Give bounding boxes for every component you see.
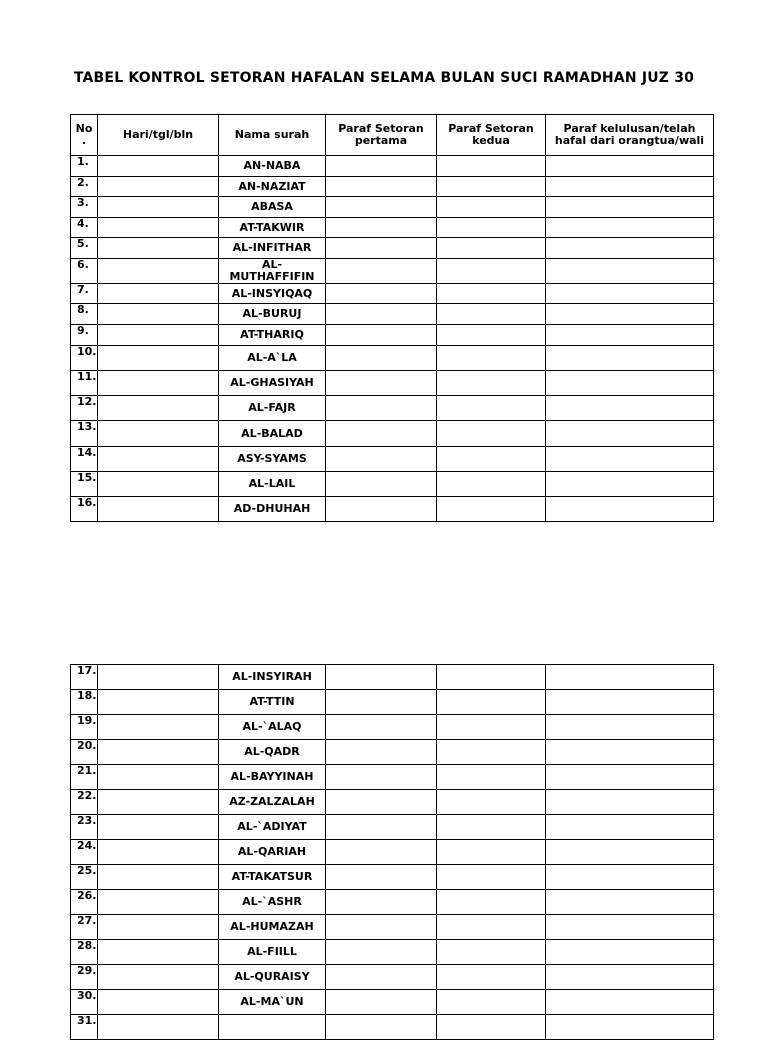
first-submission-cell bbox=[326, 371, 437, 396]
graduation-signature-cell bbox=[546, 665, 714, 690]
first-submission-cell bbox=[326, 865, 437, 890]
second-submission-cell bbox=[437, 259, 546, 284]
row-number: 11. bbox=[71, 371, 98, 396]
table-row bbox=[71, 197, 714, 218]
memorization-table-1 bbox=[70, 114, 714, 522]
table-row bbox=[71, 156, 714, 177]
header-second-submission: Paraf Setoran kedua bbox=[437, 115, 546, 156]
table-row bbox=[71, 259, 714, 284]
first-submission-cell bbox=[326, 690, 437, 715]
graduation-signature-cell bbox=[546, 840, 714, 865]
table-row bbox=[71, 238, 714, 259]
graduation-signature-cell bbox=[546, 915, 714, 940]
first-submission-cell bbox=[326, 218, 437, 238]
first-submission-cell bbox=[326, 765, 437, 790]
date-cell bbox=[98, 304, 219, 325]
header-no: No . bbox=[71, 115, 98, 156]
date-cell bbox=[98, 1015, 219, 1040]
second-submission-cell bbox=[437, 765, 546, 790]
row-number: 3. bbox=[71, 197, 98, 218]
second-submission-cell bbox=[437, 396, 546, 421]
date-cell bbox=[98, 421, 219, 447]
graduation-signature-cell bbox=[546, 890, 714, 915]
graduation-signature-cell bbox=[546, 284, 714, 304]
second-submission-cell bbox=[437, 915, 546, 940]
table-row bbox=[71, 865, 714, 890]
surah-name: AT-THARIQ bbox=[219, 325, 326, 346]
document-title: TABEL KONTROL SETORAN HAFALAN SELAMA BULAN SUCI RAMADHAN JUZ 30 bbox=[73, 70, 695, 86]
second-submission-cell bbox=[437, 156, 546, 177]
row-number: 15. bbox=[71, 472, 98, 497]
date-cell bbox=[98, 284, 219, 304]
memorization-table-2 bbox=[70, 664, 714, 1040]
table-row bbox=[71, 447, 714, 472]
second-submission-cell bbox=[437, 690, 546, 715]
surah-name: AL-`ASHR bbox=[219, 890, 326, 915]
first-submission-cell bbox=[326, 965, 437, 990]
row-number: 2. bbox=[71, 177, 98, 197]
table-row bbox=[71, 665, 714, 690]
surah-name: AL-BAYYINAH bbox=[219, 765, 326, 790]
first-submission-cell bbox=[326, 421, 437, 447]
first-submission-cell bbox=[326, 156, 437, 177]
surah-name: AL-FIILL bbox=[219, 940, 326, 965]
table-row bbox=[71, 497, 714, 522]
surah-name: AN-NABA bbox=[219, 156, 326, 177]
table-row bbox=[71, 740, 714, 765]
row-number: 22. bbox=[71, 790, 98, 815]
first-submission-cell bbox=[326, 740, 437, 765]
row-number: 21. bbox=[71, 765, 98, 790]
row-number: 31. bbox=[71, 1015, 98, 1040]
table-row bbox=[71, 218, 714, 238]
second-submission-cell bbox=[437, 940, 546, 965]
header-date: Hari/tgl/bln bbox=[98, 115, 219, 156]
first-submission-cell bbox=[326, 197, 437, 218]
date-cell bbox=[98, 346, 219, 371]
table-row bbox=[71, 915, 714, 940]
graduation-signature-cell bbox=[546, 865, 714, 890]
surah-name: AL-HUMAZAH bbox=[219, 915, 326, 940]
date-cell bbox=[98, 990, 219, 1015]
date-cell bbox=[98, 259, 219, 284]
second-submission-cell bbox=[437, 447, 546, 472]
row-number: 25. bbox=[71, 865, 98, 890]
date-cell bbox=[98, 371, 219, 396]
graduation-signature-cell bbox=[546, 304, 714, 325]
second-submission-cell bbox=[437, 815, 546, 840]
graduation-signature-cell bbox=[546, 990, 714, 1015]
graduation-signature-cell bbox=[546, 690, 714, 715]
second-submission-cell bbox=[437, 371, 546, 396]
surah-name: AN-NAZIAT bbox=[219, 177, 326, 197]
second-submission-cell bbox=[437, 346, 546, 371]
graduation-signature-cell bbox=[546, 790, 714, 815]
date-cell bbox=[98, 840, 219, 865]
first-submission-cell bbox=[326, 284, 437, 304]
row-number: 20. bbox=[71, 740, 98, 765]
graduation-signature-cell bbox=[546, 472, 714, 497]
graduation-signature-cell bbox=[546, 325, 714, 346]
surah-name: ASY-SYAMS bbox=[219, 447, 326, 472]
row-number: 5. bbox=[71, 238, 98, 259]
graduation-signature-cell bbox=[546, 965, 714, 990]
second-submission-cell bbox=[437, 1015, 546, 1040]
second-submission-cell bbox=[437, 421, 546, 447]
surah-name: AL-MUTHAFFIFIN bbox=[219, 259, 326, 284]
first-submission-cell bbox=[326, 447, 437, 472]
surah-name: AL-BURUJ bbox=[219, 304, 326, 325]
first-submission-cell bbox=[326, 815, 437, 840]
date-cell bbox=[98, 325, 219, 346]
row-number: 29. bbox=[71, 965, 98, 990]
date-cell bbox=[98, 765, 219, 790]
date-cell bbox=[98, 396, 219, 421]
surah-name: AT-TAKATSUR bbox=[219, 865, 326, 890]
header-surah-name: Nama surah bbox=[219, 115, 326, 156]
first-submission-cell bbox=[326, 497, 437, 522]
row-number: 23. bbox=[71, 815, 98, 840]
row-number: 24. bbox=[71, 840, 98, 865]
row-number: 6. bbox=[71, 259, 98, 284]
table-row bbox=[71, 765, 714, 790]
surah-name: AL-QURAISY bbox=[219, 965, 326, 990]
graduation-signature-cell bbox=[546, 396, 714, 421]
graduation-signature-cell bbox=[546, 740, 714, 765]
surah-name: AL-MA`UN bbox=[219, 990, 326, 1015]
table-row bbox=[71, 325, 714, 346]
first-submission-cell bbox=[326, 346, 437, 371]
second-submission-cell bbox=[437, 497, 546, 522]
second-submission-cell bbox=[437, 840, 546, 865]
graduation-signature-cell bbox=[546, 940, 714, 965]
graduation-signature-cell bbox=[546, 421, 714, 447]
date-cell bbox=[98, 690, 219, 715]
row-number: 17. bbox=[71, 665, 98, 690]
first-submission-cell bbox=[326, 940, 437, 965]
table-row bbox=[71, 840, 714, 865]
second-submission-cell bbox=[437, 218, 546, 238]
second-submission-cell bbox=[437, 177, 546, 197]
table-row bbox=[71, 890, 714, 915]
date-cell bbox=[98, 177, 219, 197]
first-submission-cell bbox=[326, 177, 437, 197]
table-row bbox=[71, 790, 714, 815]
first-submission-cell bbox=[326, 715, 437, 740]
date-cell bbox=[98, 447, 219, 472]
second-submission-cell bbox=[437, 865, 546, 890]
surah-name: AT-TAKWIR bbox=[219, 218, 326, 238]
date-cell bbox=[98, 965, 219, 990]
table-row bbox=[71, 421, 714, 447]
surah-name bbox=[219, 1015, 326, 1040]
second-submission-cell bbox=[437, 284, 546, 304]
table-row bbox=[71, 815, 714, 840]
date-cell bbox=[98, 156, 219, 177]
surah-name: AL-QADR bbox=[219, 740, 326, 765]
graduation-signature-cell bbox=[546, 259, 714, 284]
graduation-signature-cell bbox=[546, 497, 714, 522]
date-cell bbox=[98, 218, 219, 238]
graduation-signature-cell bbox=[546, 371, 714, 396]
graduation-signature-cell bbox=[546, 156, 714, 177]
date-cell bbox=[98, 740, 219, 765]
first-submission-cell bbox=[326, 1015, 437, 1040]
table-row bbox=[71, 304, 714, 325]
surah-name: AL-GHASIYAH bbox=[219, 371, 326, 396]
row-number: 10. bbox=[71, 346, 98, 371]
first-submission-cell bbox=[326, 790, 437, 815]
table-row bbox=[71, 965, 714, 990]
table-row bbox=[71, 396, 714, 421]
second-submission-cell bbox=[437, 665, 546, 690]
surah-name: AL-`ADIYAT bbox=[219, 815, 326, 840]
row-number: 18. bbox=[71, 690, 98, 715]
date-cell bbox=[98, 715, 219, 740]
date-cell bbox=[98, 890, 219, 915]
header-first-submission: Paraf Setoran pertama bbox=[326, 115, 437, 156]
date-cell bbox=[98, 472, 219, 497]
first-submission-cell bbox=[326, 915, 437, 940]
first-submission-cell bbox=[326, 259, 437, 284]
row-number: 28. bbox=[71, 940, 98, 965]
graduation-signature-cell bbox=[546, 765, 714, 790]
table-row bbox=[71, 715, 714, 740]
graduation-signature-cell bbox=[546, 197, 714, 218]
surah-name: AZ-ZALZALAH bbox=[219, 790, 326, 815]
surah-name: AL-INSYIRAH bbox=[219, 665, 326, 690]
table-row bbox=[71, 690, 714, 715]
surah-name: AL-A`LA bbox=[219, 346, 326, 371]
surah-name: AL-INSYIQAQ bbox=[219, 284, 326, 304]
row-number: 26. bbox=[71, 890, 98, 915]
date-cell bbox=[98, 865, 219, 890]
table-row bbox=[71, 177, 714, 197]
second-submission-cell bbox=[437, 304, 546, 325]
graduation-signature-cell bbox=[546, 715, 714, 740]
date-cell bbox=[98, 665, 219, 690]
surah-name: AL-BALAD bbox=[219, 421, 326, 447]
row-number: 4. bbox=[71, 218, 98, 238]
date-cell bbox=[98, 915, 219, 940]
graduation-signature-cell bbox=[546, 218, 714, 238]
surah-name: AL-QARIAH bbox=[219, 840, 326, 865]
graduation-signature-cell bbox=[546, 815, 714, 840]
graduation-signature-cell bbox=[546, 238, 714, 259]
table-row bbox=[71, 371, 714, 396]
second-submission-cell bbox=[437, 238, 546, 259]
first-submission-cell bbox=[326, 990, 437, 1015]
date-cell bbox=[98, 940, 219, 965]
row-number: 9. bbox=[71, 325, 98, 346]
surah-name: AT-TTIN bbox=[219, 690, 326, 715]
second-submission-cell bbox=[437, 790, 546, 815]
surah-name: AL-`ALAQ bbox=[219, 715, 326, 740]
first-submission-cell bbox=[326, 238, 437, 259]
first-submission-cell bbox=[326, 325, 437, 346]
row-number: 30. bbox=[71, 990, 98, 1015]
row-number: 19. bbox=[71, 715, 98, 740]
table-row bbox=[71, 940, 714, 965]
second-submission-cell bbox=[437, 890, 546, 915]
table-row bbox=[71, 1015, 714, 1040]
second-submission-cell bbox=[437, 472, 546, 497]
surah-name: AL-INFITHAR bbox=[219, 238, 326, 259]
first-submission-cell bbox=[326, 472, 437, 497]
date-cell bbox=[98, 238, 219, 259]
row-number: 8. bbox=[71, 304, 98, 325]
second-submission-cell bbox=[437, 990, 546, 1015]
graduation-signature-cell bbox=[546, 346, 714, 371]
second-submission-cell bbox=[437, 740, 546, 765]
table-row bbox=[71, 990, 714, 1015]
row-number: 16. bbox=[71, 497, 98, 522]
surah-name: AL-FAJR bbox=[219, 396, 326, 421]
table-row bbox=[71, 284, 714, 304]
table-row bbox=[71, 346, 714, 371]
first-submission-cell bbox=[326, 304, 437, 325]
first-submission-cell bbox=[326, 396, 437, 421]
date-cell bbox=[98, 197, 219, 218]
graduation-signature-cell bbox=[546, 1015, 714, 1040]
table-row bbox=[71, 472, 714, 497]
surah-name: AD-DHUHAH bbox=[219, 497, 326, 522]
first-submission-cell bbox=[326, 890, 437, 915]
second-submission-cell bbox=[437, 325, 546, 346]
row-number: 13. bbox=[71, 421, 98, 447]
graduation-signature-cell bbox=[546, 177, 714, 197]
first-submission-cell bbox=[326, 840, 437, 865]
row-number: 7. bbox=[71, 284, 98, 304]
first-submission-cell bbox=[326, 665, 437, 690]
header-graduation-signature: Paraf kelulusan/telah hafal dari orangtua/wali bbox=[546, 115, 714, 156]
surah-name: AL-LAIL bbox=[219, 472, 326, 497]
row-number: 12. bbox=[71, 396, 98, 421]
second-submission-cell bbox=[437, 197, 546, 218]
graduation-signature-cell bbox=[546, 447, 714, 472]
second-submission-cell bbox=[437, 715, 546, 740]
row-number: 14. bbox=[71, 447, 98, 472]
date-cell bbox=[98, 790, 219, 815]
surah-name: ABASA bbox=[219, 197, 326, 218]
row-number: 1. bbox=[71, 156, 98, 177]
second-submission-cell bbox=[437, 965, 546, 990]
date-cell bbox=[98, 815, 219, 840]
row-number: 27. bbox=[71, 915, 98, 940]
date-cell bbox=[98, 497, 219, 522]
table-header-row bbox=[71, 115, 714, 156]
